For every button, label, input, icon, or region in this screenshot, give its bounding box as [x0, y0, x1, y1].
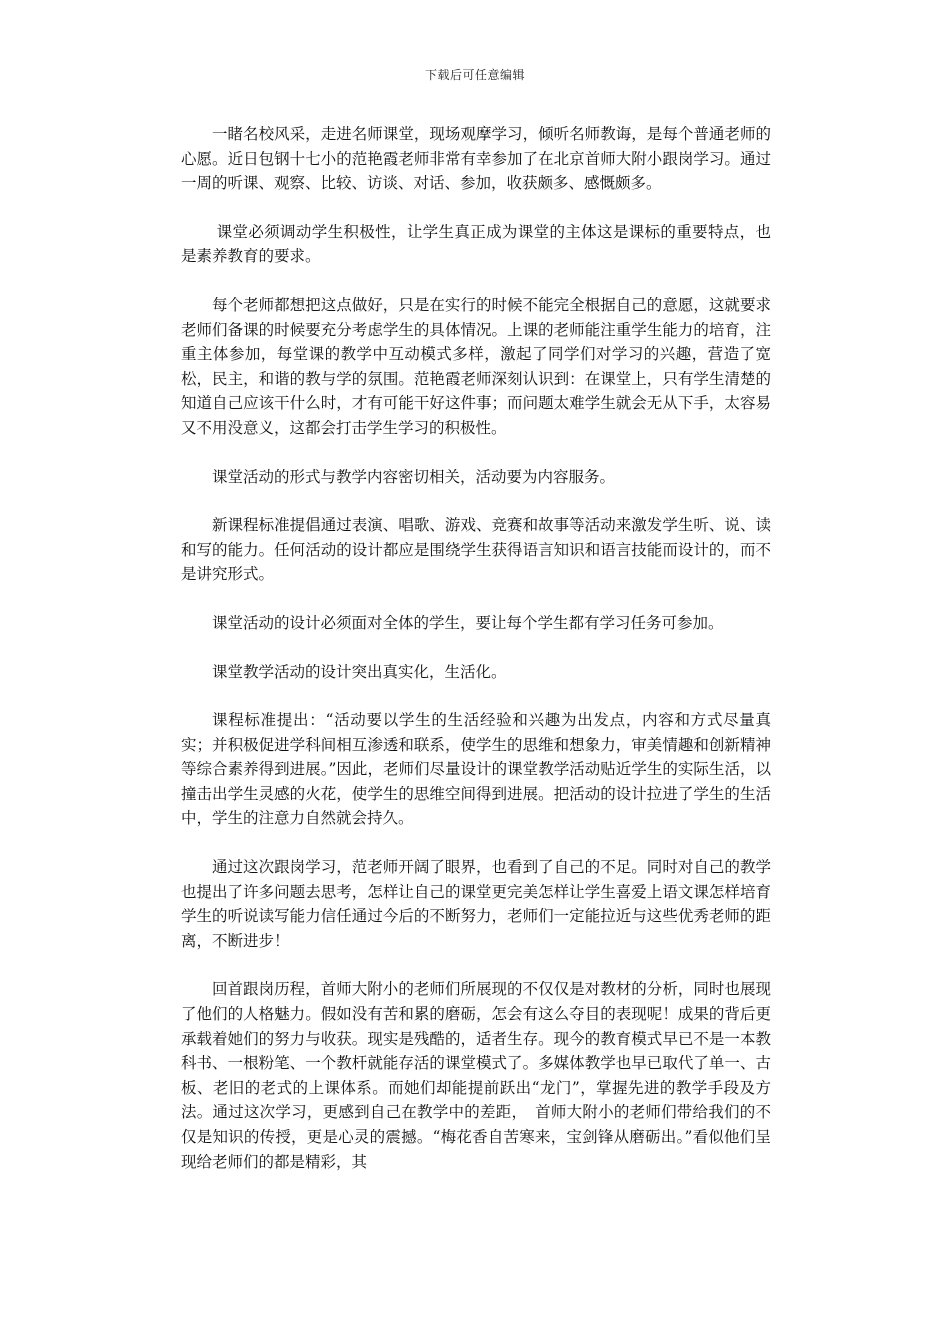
- paragraph-curriculum-standard: 课程标准提出：“活动要以学生的生活经验和兴趣为出发点，内容和方式尽量真实；并积极促进学科间相互渗透和联系，使学生的思维和想象力，审美情趣和创新精神等综合素养得到进展。”因此，老师们尽量设计的课堂教学活动贴近学生的实际生活，以撞击出学生灵感的火花，使学生的思维空间得到进展。把活动的设计拉进了学生的生活中，学生的注意力自然就会持久。: [181, 711, 771, 828]
- paragraph-new-curriculum: 新课程标准提倡通过表演、唱歌、游戏、竞赛和故事等活动来激发学生听、说、读和写的能力。任何活动的设计都应是围绕学生获得语言知识和语言技能而设计的，而不是讲究形式。: [181, 516, 771, 584]
- paragraph-real-life: 课堂教学活动的设计突出真实化，生活化。: [212, 662, 507, 681]
- page-header: 下载后可任意编辑: [424, 68, 525, 82]
- paragraph-student-initiative: 课堂必须调动学生积极性，让学生真正成为课堂的主体这是课标的重要特点，也是素养教育的要求。: [181, 222, 771, 266]
- paragraph-intro: 一睹名校风采，走进名师课堂，现场观摩学习，倾听名师教诲，是每个普通老师的心愿。近日包钢十七小的范艳霞老师非常有幸参加了在北京首师大附小跟岗学习。通过一周的听课、观察、比较、访谈、对话、参加，收获颇多、感慨颇多。: [181, 125, 771, 193]
- paragraph-review: 回首跟岗历程，首师大附小的老师们所展现的不仅仅是对教材的分析，同时也展现了他们的人格魅力。假如没有苦和累的磨砺，怎会有这么夺目的表现呢！成果的背后更承载着她们的努力与收获。现实是残酷的，适者生存。现今的教育模式早已不是一本教科书、一根粉笔、一个教杆就能存活的课堂模式了。多媒体教学也早已取代了单一、古板、老旧的老式的上课体系。而她们却能提前跃出“龙门”，掌握先进的教学手段及方法。通过这次学习，更感到自己在教学中的差距， 首师大附小的老师们带给我们的不仅是知识的传授，更是心灵的震撼。“梅花香自苦寒来，宝剑锋从磨砺出。”看似他们呈现给老师们的都是精彩，其: [181, 980, 771, 1171]
- paragraph-lesson-preparation: 每个老师都想把这点做好，只是在实行的时候不能完全根据自己的意愿，这就要求老师们备课的时候要充分考虑学生的具体情况。上课的老师能注重学生能力的培育，注重主体参加，每堂课的教学中互动模式多样，激起了同学们对学习的兴趣，营造了宽松，民主，和谐的教与学的氛围。范艳霞老师深刻认识到：在课堂上，只有学生清楚的知道自己应该干什么时，才有可能干好这件事；而问题太难学生就会无从下手，太容易又不用没意义，这都会打击学生学习的积极性。: [181, 295, 771, 437]
- paragraph-all-students: 课堂活动的设计必须面对全体的学生，要让每个学生都有学习任务可参加。: [212, 613, 724, 632]
- document-body: [181, 122, 771, 1174]
- paragraph-reflection: 通过这次跟岗学习，范老师开阔了眼界，也看到了自己的不足。同时对自己的教学也提出了许多问题去思考，怎样让自己的课堂更完美怎样让学生喜爱上语文课怎样培育学生的听说读写能力信任通过今后的不断努力，老师们一定能拉近与这些优秀老师的距离，不断进步！: [181, 858, 771, 950]
- paragraph-activity-form: 课堂活动的形式与教学内容密切相关，活动要为内容服务。: [212, 467, 616, 486]
